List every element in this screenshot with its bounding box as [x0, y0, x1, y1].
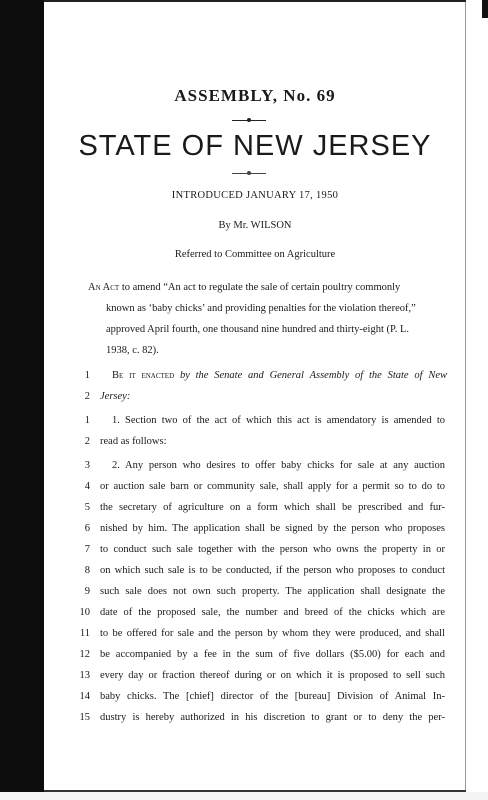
line-number: 2: [84, 391, 90, 402]
body-line: [70, 712, 460, 733]
body-line: [70, 565, 460, 586]
enacting-lead: Be it enacted: [112, 370, 175, 381]
act-title-line: An Act to amend “An act to regulate the sale of certain poultry commonly: [88, 282, 401, 293]
body-line: [70, 607, 460, 628]
scan-right-margin: [465, 0, 488, 800]
state-title: STATE OF NEW JERSEY: [78, 130, 432, 162]
bill-number: ASSEMBLY, No. 69: [174, 86, 336, 105]
line-number: 14: [79, 691, 90, 702]
body-line: [70, 415, 460, 436]
sponsor: By Mr. WILSON: [218, 220, 292, 231]
line-number: 12: [79, 649, 90, 660]
committee-referral: Referred to Committee on Agriculture: [174, 249, 336, 260]
line-text: or auction sale barn or community sale, shall apply for a permit so to do to: [100, 481, 445, 492]
body-line: [70, 436, 460, 457]
body-line: [70, 649, 460, 670]
body-line: [70, 670, 460, 691]
line-text: to conduct such sale together with the person who owns the property in or: [100, 544, 445, 555]
line-text: nished by him. The application shall be signed by the person who proposes: [100, 523, 445, 534]
line-number: 3: [84, 460, 90, 471]
enacting-clause: by the Senate and General Assembly of the State of New: [179, 370, 447, 381]
line-text: be accompanied by a fee in the sum of five dollars ($5.00) for each and: [100, 649, 445, 660]
line-number: 11: [79, 628, 90, 639]
scan-corner-mark: [482, 0, 488, 18]
body-line: [70, 370, 460, 391]
line-text: the secretary of agriculture on a form which shall be prescribed and fur-: [100, 502, 445, 513]
body-line: [70, 502, 460, 523]
body-line: [70, 691, 460, 712]
body-line: [70, 586, 460, 607]
line-text: such sale does not own such property. The application shall designate the: [100, 586, 445, 597]
line-text: baby chicks. The [chief] director of the [bureau] Division of Animal In-: [100, 691, 445, 702]
line-text: dustry is hereby authorized in his discretion to grant or to deny the per-: [100, 712, 445, 723]
ornament-dot: [247, 171, 251, 175]
line-number: 15: [79, 712, 90, 723]
body-line: [70, 460, 460, 481]
line-number: 4: [84, 481, 90, 492]
line-number: 6: [84, 523, 90, 534]
line-number: 1: [84, 370, 90, 381]
body-line: [70, 628, 460, 649]
body-line: [70, 391, 460, 412]
act-title-line: approved April fourth, one thousand nine hundred and thirty-eight (P. L.: [106, 324, 409, 335]
line-number: 10: [79, 607, 90, 618]
act-title-line: known as ‘baby chicks’ and providing penalties for the violation thereof,”: [106, 303, 416, 314]
line-text: 2. Any person who desires to offer baby chicks for sale at any auction: [112, 460, 445, 471]
line-text: read as follows:: [100, 436, 167, 447]
line-number: 7: [84, 544, 90, 555]
act-lead: An Act: [88, 282, 120, 293]
line-number: 8: [84, 565, 90, 576]
line-text: date of the proposed sale, the number and breed of the chicks which are: [100, 607, 445, 618]
line-number: 5: [84, 502, 90, 513]
line-text: on which such sale is to be conducted, if the person who proposes to conduct: [100, 565, 445, 576]
page-top-edge: [44, 0, 466, 2]
line-text: Jersey:: [100, 391, 131, 402]
line-number: 2: [84, 436, 90, 447]
line-text: every day or fraction thereof during or on which it is proposed to sell such: [100, 670, 445, 681]
body-line: [70, 544, 460, 565]
ornament-dot: [247, 118, 251, 122]
line-number: 1: [84, 415, 90, 426]
line-text: 1. Section two of the act of which this act is amendatory is amended to: [112, 415, 445, 426]
act-title: [88, 277, 423, 361]
body-line: [70, 481, 460, 502]
act-title-line: 1938, c. 82).: [106, 345, 159, 356]
line-number: 13: [79, 670, 90, 681]
line-text: to be offered for sale and the person by whom they were produced, and shall: [100, 628, 445, 639]
scan-binding-shadow: [0, 0, 44, 800]
body-line: [70, 523, 460, 544]
line-number: 9: [84, 586, 90, 597]
scan-bottom-strip: [0, 792, 488, 800]
introduced-date: INTRODUCED JANUARY 17, 1950: [171, 190, 339, 201]
